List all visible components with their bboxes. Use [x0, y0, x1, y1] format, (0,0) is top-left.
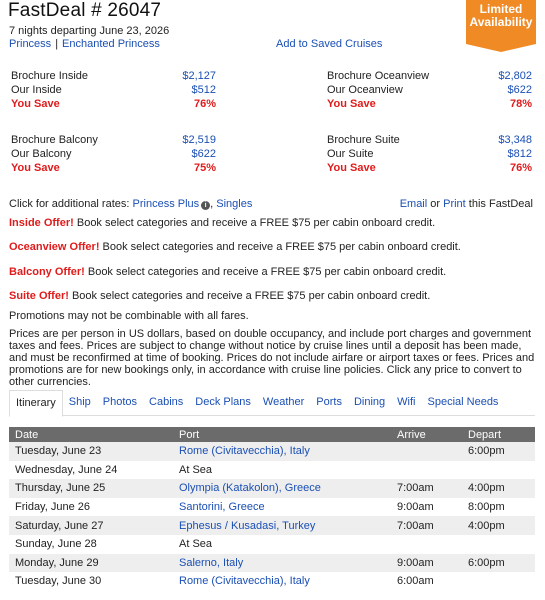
row-date: Tuesday, June 23 — [9, 442, 173, 461]
offer-name: Suite Offer! — [9, 290, 69, 302]
offer-balcony — [9, 266, 446, 278]
tab-itinerary[interactable]: Itinerary — [9, 390, 63, 417]
row-date: Saturday, June 27 — [9, 516, 173, 535]
table-row — [9, 461, 535, 480]
email-print-suffix: this FastDeal — [468, 198, 533, 210]
table-row — [9, 516, 535, 535]
our-label: Our Oceanview — [327, 84, 403, 96]
brochure-label: Brochure Oceanview — [327, 70, 430, 82]
row-arrive — [391, 535, 462, 554]
our-price-row — [11, 147, 216, 161]
offer-oceanview — [9, 241, 461, 253]
row-port-link[interactable]: Santorini, Greece — [179, 501, 265, 514]
table-row — [9, 498, 535, 517]
tab-photos[interactable]: Photos — [102, 396, 138, 408]
row-depart — [462, 535, 535, 554]
savings-row — [327, 161, 532, 175]
save-percent: 76% — [509, 162, 532, 174]
row-arrive: 7:00am — [391, 479, 462, 498]
brochure-price-row — [327, 69, 532, 83]
brochure-price[interactable]: $2,802 — [498, 70, 532, 82]
offer-suite — [9, 290, 430, 302]
email-print-links — [400, 198, 533, 210]
additional-rates-label: Click for additional rates: — [9, 198, 130, 210]
additional-rates — [9, 198, 252, 210]
col-depart: Depart — [462, 427, 535, 442]
add-to-saved-cruises-link[interactable]: Add to Saved Cruises — [276, 38, 383, 50]
row-port-link[interactable]: Rome (Civitavecchia), Italy — [173, 442, 391, 461]
col-date: Date — [9, 427, 173, 442]
ship-link[interactable]: Enchanted Princess — [62, 38, 160, 50]
row-date: Thursday, June 25 — [9, 479, 173, 498]
col-arrive: Arrive — [391, 427, 462, 442]
badge-line-1: Limited — [479, 2, 523, 16]
price-block-inside — [11, 69, 216, 111]
row-date: Monday, June 29 — [9, 554, 173, 573]
our-price-row — [327, 147, 532, 161]
our-price[interactable]: $512 — [191, 84, 216, 96]
cruise-line-link[interactable]: Princess — [9, 38, 52, 50]
tab-weather[interactable]: Weather — [262, 396, 305, 408]
row-depart: 6:00pm — [462, 554, 535, 573]
row-port-link[interactable]: Salerno, Italy — [173, 554, 391, 573]
pricing-disclaimer: Prices are per person in US dollars, based on double occupancy, and include port charges and government taxes and fees. Prices are subject to change without notice by cruise lines until a deposit has been made, and must be reconfirmed at time of booking. Prices do not include airfare or airport taxes or fees. Prices and promotions are for new bookings only, in accordance with cruise line policies. Click any price to convert to other currencies. — [9, 328, 535, 388]
price-block-oceanview — [327, 69, 532, 111]
tab-wifi[interactable]: Wifi — [397, 396, 416, 408]
itinerary-header-row — [9, 427, 535, 442]
offer-inside — [9, 217, 435, 229]
our-price-row — [327, 83, 532, 97]
row-date: Wednesday, June 24 — [15, 463, 118, 476]
our-price[interactable]: $622 — [507, 84, 532, 96]
our-label: Our Inside — [11, 84, 62, 96]
brochure-label: Brochure Balcony — [11, 134, 98, 146]
price-block-balcony — [11, 133, 216, 175]
link-separator: | — [55, 38, 59, 50]
row-port: At Sea — [179, 463, 213, 476]
offer-name: Inside Offer! — [9, 217, 74, 229]
row-date: Tuesday, June 30 — [15, 575, 102, 588]
limited-availability-badge — [466, 0, 536, 44]
tab-cabins[interactable]: Cabins — [149, 396, 184, 408]
table-row — [9, 479, 535, 498]
itinerary-table — [9, 427, 535, 591]
offer-name: Oceanview Offer! — [9, 241, 100, 253]
princess-plus-link[interactable]: Princess Plus — [132, 198, 200, 210]
brochure-price[interactable]: $2,127 — [182, 70, 216, 82]
row-arrive: 9:00am — [391, 554, 462, 573]
row-port-link[interactable]: Olympia (Katakolon), Greece — [173, 479, 391, 498]
row-depart: 6:00pm — [462, 442, 535, 461]
col-port: Port — [173, 427, 391, 442]
table-row — [9, 535, 535, 554]
our-price[interactable]: $622 — [191, 148, 216, 160]
offer-text: Book select categories and receive a FREE $75 per cabin onboard credit. — [76, 217, 436, 229]
row-arrive — [391, 461, 462, 480]
brochure-price-row — [11, 133, 216, 147]
offer-name: Balcony Offer! — [9, 266, 85, 278]
row-port-link[interactable]: Rome (Civitavecchia), Italy — [179, 575, 310, 588]
row-date: Friday, June 26 — [15, 501, 91, 514]
row-depart: 8:00pm — [468, 501, 505, 514]
row-depart — [462, 572, 535, 591]
save-label: You Save — [11, 162, 60, 174]
email-link[interactable]: Email — [399, 198, 428, 210]
row-port-link[interactable]: Ephesus / Kusadasi, Turkey — [173, 516, 391, 535]
singles-link[interactable]: Singles — [216, 198, 253, 210]
price-block-suite — [327, 133, 532, 175]
or-text: or — [430, 198, 441, 210]
offer-text: Book select categories and receive a FREE $75 per cabin onboard credit. — [87, 266, 447, 278]
savings-row — [11, 161, 216, 175]
row-depart: 4:00pm — [462, 516, 535, 535]
table-row — [9, 554, 535, 573]
row-arrive: 7:00am — [391, 516, 462, 535]
tab-ship[interactable]: Ship — [68, 396, 91, 408]
table-row — [9, 572, 535, 591]
table-row — [9, 442, 535, 461]
tab-special-needs[interactable]: Special Needs — [427, 396, 499, 408]
offer-text: Book select categories and receive a FREE $75 per cabin onboard credit. — [71, 290, 431, 302]
badge-line-2: Availability — [469, 15, 533, 29]
brochure-label: Brochure Suite — [327, 134, 400, 146]
save-label: You Save — [11, 98, 60, 110]
deal-subtitle: 7 nights departing June 23, 2026 — [9, 25, 170, 37]
save-percent: 75% — [193, 162, 216, 174]
tab-ports[interactable]: Ports — [316, 396, 342, 408]
brochure-price[interactable]: $2,519 — [182, 134, 216, 146]
info-icon[interactable]: i — [201, 201, 210, 210]
brochure-label: Brochure Inside — [11, 70, 89, 82]
cruise-links — [9, 38, 160, 50]
our-label: Our Suite — [327, 148, 374, 160]
row-depart: 4:00pm — [462, 479, 535, 498]
deal-title: FastDeal # 26047 — [8, 0, 162, 21]
promotions-note: Promotions may not be combinable with all fares. — [9, 310, 249, 322]
row-arrive: 9:00am — [397, 501, 434, 514]
row-port: At Sea — [179, 538, 213, 551]
print-link[interactable]: Print — [443, 198, 466, 210]
savings-row — [327, 97, 532, 111]
detail-tabs — [9, 390, 535, 416]
our-label: Our Balcony — [11, 148, 72, 160]
tab-deck-plans[interactable]: Deck Plans — [195, 396, 251, 408]
brochure-price[interactable]: $3,348 — [498, 134, 532, 146]
row-arrive: 6:00am — [397, 575, 434, 588]
our-price-row — [11, 83, 216, 97]
save-percent: 76% — [193, 98, 216, 110]
brochure-price-row — [327, 133, 532, 147]
save-label: You Save — [327, 98, 376, 110]
rates-comma: , — [210, 198, 214, 210]
row-date: Sunday, June 28 — [15, 538, 97, 551]
brochure-price-row — [11, 69, 216, 83]
row-depart — [462, 461, 535, 480]
save-label: You Save — [327, 162, 376, 174]
offer-text: Book select categories and receive a FREE $75 per cabin onboard credit. — [102, 241, 461, 253]
row-arrive — [391, 442, 462, 461]
tab-dining[interactable]: Dining — [353, 396, 386, 408]
save-percent: 78% — [509, 98, 532, 110]
our-price[interactable]: $812 — [507, 148, 532, 160]
savings-row — [11, 97, 216, 111]
